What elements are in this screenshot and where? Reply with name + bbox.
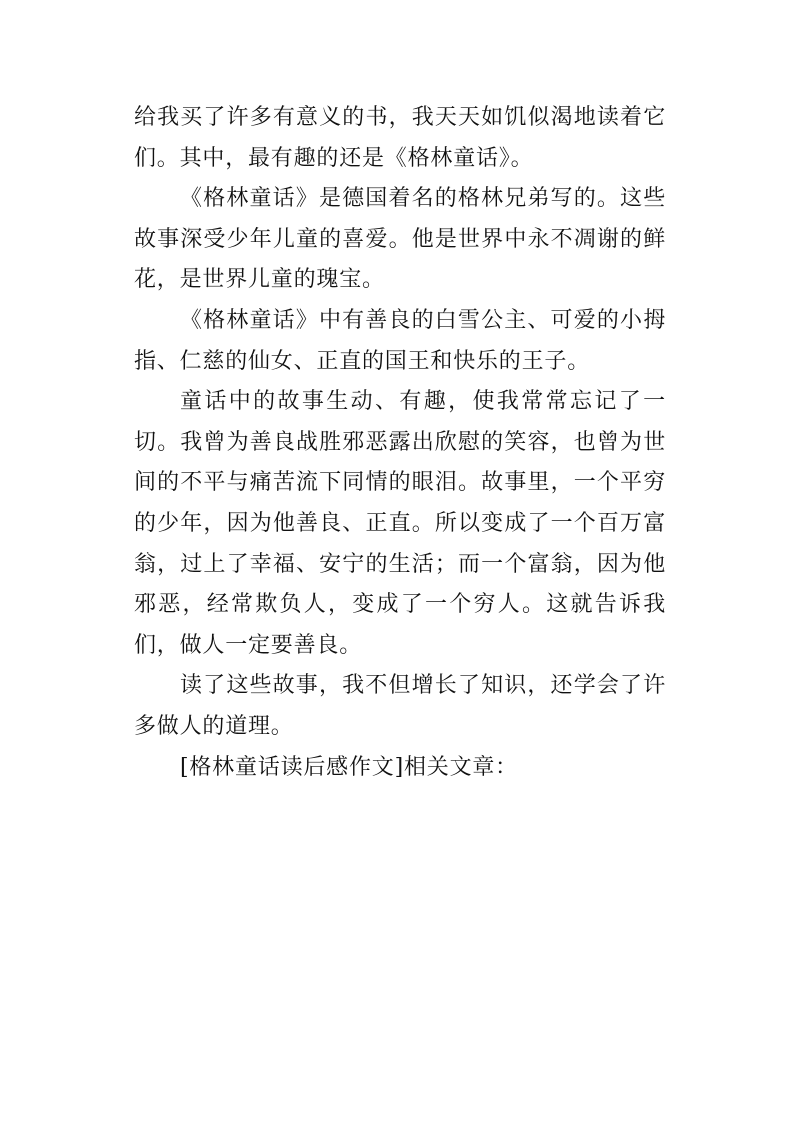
paragraph-characters: 《格林童话》中有善良的白雪公主、可爱的小拇指、仁慈的仙女、正直的国王和快乐的王子。	[134, 307, 666, 374]
paragraph-conclusion: 读了这些故事，我不但增长了知识，还学会了许多做人的道理。	[134, 673, 666, 739]
paragraph-continuation: 给我买了许多有意义的书，我天天如饥似渴地读着它们。其中，最有趣的还是《格林童话》。	[134, 105, 666, 171]
paragraph-grimm-intro: 《格林童话》是德国着名的格林兄弟写的。这些故事深受少年儿童的喜爱。他是世界中永不凋谢的鲜花，是世界儿童的瑰宝。	[134, 186, 666, 293]
article-body	[134, 98, 666, 788]
paragraph-stories: 童话中的故事生动、有趣，使我常常忘记了一切。我曾为善良战胜邪恶露出欣慰的笑容，也曾为世间的不平与痛苦流下同情的眼泪。故事里，一个平穷的少年，因为他善良、正直。所以变成了一个百万富翁，过上了幸福、安宁的生活；而一个富翁，因为他邪恶，经常欺负人，变成了一个穷人。这就告诉我们，做人一定要善良。	[134, 389, 666, 658]
related-articles-heading: [格林童话读后感作文]相关文章：	[180, 754, 518, 780]
